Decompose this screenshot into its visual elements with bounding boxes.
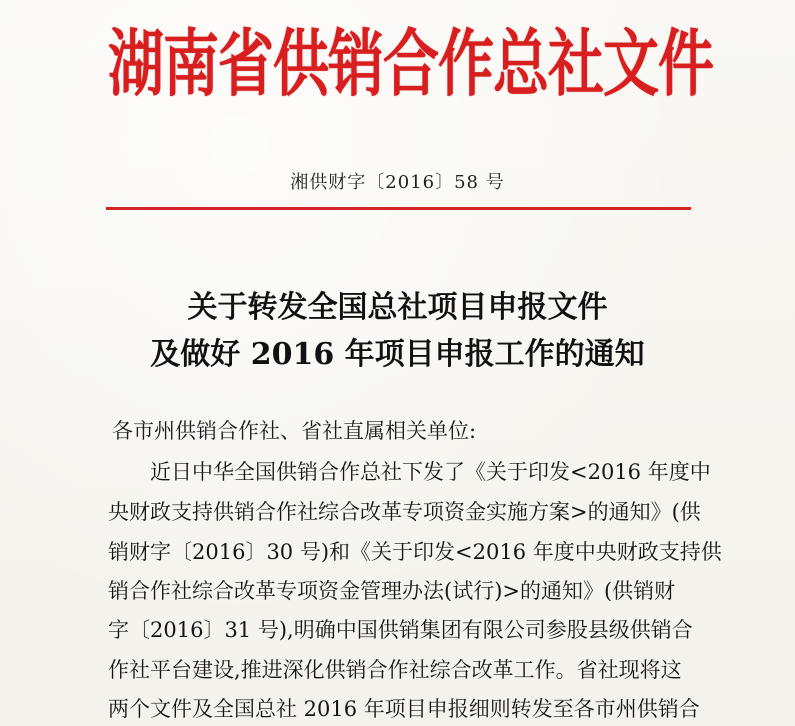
- body-text-line: 销财字〔2016〕30 号)和《关于印发<2016 年度中央财政支持供: [108, 540, 722, 564]
- body-text-line: 两个文件及全国总社 2016 年项目申报细则转发至各市州供销合: [108, 697, 700, 721]
- red-divider-line: [106, 207, 691, 210]
- notice-title-line-1: 关于转发全国总社项目申报文件: [187, 290, 608, 325]
- notice-title-line-2: 及做好 2016 年项目申报工作的通知: [150, 337, 645, 372]
- body-text-line: 央财政支持供销合作社综合改革专项资金实施方案>的通知》(供: [108, 500, 701, 524]
- body-text-line: 作社平台建设,推进深化供销合作社综合改革工作。省社现将这: [108, 658, 682, 682]
- salutation: 各市州供销合作社、省社直属相关单位:: [112, 419, 477, 443]
- document-number: 湘供财字〔2016〕58 号: [290, 172, 505, 193]
- body-text-line: 字〔2016〕31 号),明确中国供销集团有限公司参股县级供销合: [108, 618, 693, 642]
- body-text-line: 销合作社综合改革专项资金管理办法(试行)>的通知》(供销财: [108, 579, 676, 603]
- org-masthead-title: 湖南省供销合作总社文件: [108, 22, 713, 108]
- body-text-line: 近日中华全国供销合作总社下发了《关于印发<2016 年度中: [150, 460, 711, 484]
